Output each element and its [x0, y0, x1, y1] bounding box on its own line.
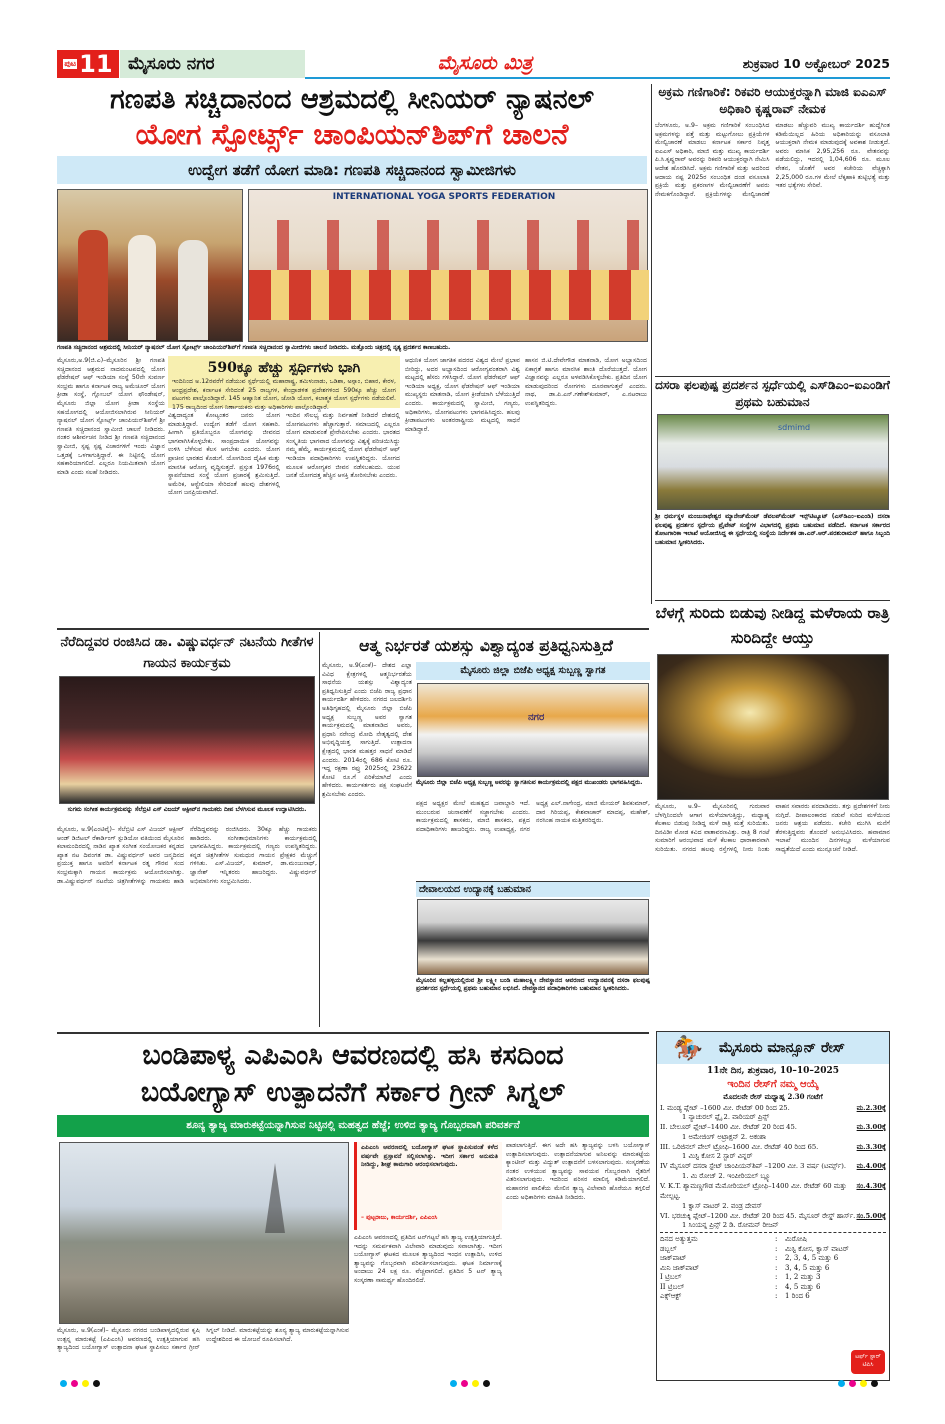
race-table-value: 1, 2 ಮತ್ತು 3	[785, 1273, 821, 1281]
race-name: IV ಮೈಸೂರ್ ದಸರಾ ಸ್ಟೇಟ್ ಚಾಂಪಿಯನ್‌ಶಿಪ್ –1200 ಮೀ. 3 ವರ್ಷ (ಟರ್ಮ್ಸ್).	[660, 1162, 847, 1170]
atmanirbhar-headline: ಆತ್ಮ ನಿರ್ಭರತೆ ಯಶಸ್ಸು ವಿಶ್ವಾದ್ಯಂತ ಪ್ರತಿಧ್ವನಿಸುತ್ತಿದೆ	[359, 637, 613, 655]
race-table-value: ಮಿರೋಷಿ	[785, 1235, 807, 1243]
rain-body: ಮೈಸೂರು, ಅ.9– ಮೈಸೂರಿನಲ್ಲಿ ಗುರುವಾರ ಬೆಳಗ್ಗಿನಿಂದಲೇ ಆಗಾಗ ಮಳೆಯಾಗುತ್ತಿದ್ದು, ಮಧ್ಯಾಹ್ನ ಕೆಲಕಾಲ ಬಿಡುವು ನೀಡಿದ್ದ ಮಳೆ ರಾತ್ರಿ ಮತ್ತೆ ಸುರಿಯಿತು. ದಿನವಿಡೀ ಮೋಡ ಕವಿದ ವಾತಾವರಣವಿತ್ತು. ರಾತ್ರಿ 8 ಗಂಟೆ ಸುಮಾರಿಗೆ ಆರಂಭವಾದ ಮಳೆ ಕೆಲಕಾಲ ಧಾರಾಕಾರವಾಗಿ ಸುರಿಯಿತು. ನಗರದ ಹಲವು ರಸ್ತೆಗಳಲ್ಲಿ ನೀರು ನಿಂತು ವಾಹನ ಸವಾರರು ಪರದಾಡಿದರು. ತಗ್ಗು ಪ್ರದೇಶಗಳಿಗೆ ನೀರು ನುಗ್ಗಿದೆ. ದೀಪಾಲಂಕಾರದ ನಡುವೆ ಸುರಿದ ಮಳೆಯಿಂದ ಜನರು ಆಶ್ರಯ ಪಡೆದರು. ಕಚೇರಿ ಮುಗಿಸಿ ಮನೆಗೆ ತೆರಳುತ್ತಿದ್ದವರು ತೊಂದರೆ ಅನುಭವಿಸಿದರು. ಹವಾಮಾನ ಇಲಾಖೆ ಮುಂದಿನ ದಿನಗಳಲ್ಲೂ ಮಳೆಯಾಗುವ ಸಾಧ್ಯತೆಯಿದೆ ಎಂದು ಮುನ್ಸೂಚನೆ ನೀಡಿದೆ.	[655, 803, 890, 853]
race-table-label: I ಟ್ರಿಬಲ್	[660, 1273, 682, 1281]
federation-banner: INTERNATIONAL YOGA SPORTS FEDERATION	[332, 192, 556, 202]
bjp-box-title: ಮೈಸೂರು ಜಿಲ್ಲಾ ಬಿಜೆಪಿ ಅಧ್ಯಕ್ಷ ಸುಬ್ಬಣ್ಣ ಸ್ವಾಗತ	[416, 662, 650, 680]
biogas-headline-2: ಬಯೋಗ್ಯಾಸ್ ಉತ್ಪಾದನೆಗೆ ಸರ್ಕಾರ ಗ್ರೀನ್ ಸಿಗ್ನಲ್	[140, 1077, 566, 1108]
race-table-label: ದಿನದ ಅತ್ಯುತ್ತಮ	[660, 1235, 698, 1243]
quote-text: ಎಪಿಎಂಸಿ ಆವರಣದಲ್ಲಿ ಬಯೋಗ್ಯಾಸ್ ಘಟಕ ಸ್ಥಾಪಿಸುವಂತೆ ಕಳೆದ ವರ್ಷವೇ ಪ್ರಸ್ತಾವನೆ ಸಲ್ಲಿಸಲಾಗಿತ್ತು. ಇದೀಗ ಸರ್ಕಾರ ಅನುಮತಿ ನೀಡಿದ್ದು, ಶೀಘ್ರ ಕಾಮಗಾರಿ ಆರಂಭಿಸಲಾಗುವುದು.	[361, 1144, 498, 1169]
column-divider	[319, 632, 320, 1027]
temple-caption: ಮೈಸೂರಿನ ಕಲ್ಲಹಳ್ಳಿಯಲ್ಲಿರುವ ಶ್ರೀ ಲಕ್ಷ್ಮೀ ಬಂಡಿ ಮಹಾಲಕ್ಷ್ಮೀ ದೇವಸ್ಥಾನದ ಆವರಣದ ಉದ್ಯಾನವನಕ್ಕೆ ದಸರಾ ಫಲಪುಷ್ಪ ಪ್ರದರ್ಶನದ ಸ್ಪರ್ಧೆಯಲ್ಲಿ ಪ್ರಥಮ ಬಹುಮಾನ ಲಭಿಸಿದೆ. ದೇವಸ್ಥಾನದ ಪದಾಧಿಕಾರಿಗಳು ಬಹುಮಾನ ಸ್ವೀಕರಿಸಿದರು.	[416, 977, 650, 993]
bjp-caption: ಮೈಸೂರು ಜಿಲ್ಲಾ ಬಿಜೆಪಿ ಅಧ್ಯಕ್ಷ ಸುಬ್ಬಣ್ಣ ಅವರನ್ನು ಸ್ವಾಗತಿಸುವ ಕಾರ್ಯಕ್ರಮದಲ್ಲಿ ಪಕ್ಷದ ಮುಖಂಡರು ಭಾಗವಹಿಸಿದ್ದರು.	[416, 779, 643, 786]
photo-apmc-waste	[59, 1142, 349, 1324]
race-title: ಮೈಸೂರು ಮಾನ್ಸೂನ್ ರೇಸ್	[719, 1040, 845, 1056]
photo-rain-night	[657, 654, 889, 800]
atmanirbhar-body: ಮೈಸೂರು, ಅ.9(ಎಂಕೆ)– ದೇಶದ ಎಲ್ಲಾ ವಿವಿಧ ಕ್ಷೇತ್ರಗಳಲ್ಲಿ ಆತ್ಮನಿರ್ಭರತೆಯ ಸಾಧನೆಯ ಯಶಸ್ಸು ವಿಶ್ವಾದ್ಯಂತ ಪ್ರತಿಧ್ವನಿಸುತ್ತಿದೆ ಎಂದು ಬಿಜೆಪಿ ರಾಜ್ಯ ಪ್ರಧಾನ ಕಾರ್ಯದರ್ಶಿ ಹೇಳಿದರು. ನಗರದ ಜಲದರ್ಶಿನಿ ಅತಿಥಿಗೃಹದಲ್ಲಿ ಮೈಸೂರು ಜಿಲ್ಲಾ ಬಿಜೆಪಿ ಅಧ್ಯಕ್ಷ ಸುಬ್ಬಣ್ಣ ಅವರ ಸ್ವಾಗತ ಕಾರ್ಯಕ್ರಮದಲ್ಲಿ ಮಾತನಾಡಿದ ಅವರು, ಪ್ರಧಾನಿ ನರೇಂದ್ರ ಮೋದಿ ನೇತೃತ್ವದಲ್ಲಿ ದೇಶ ಅಭಿವೃದ್ಧಿಯತ್ತ ಸಾಗುತ್ತಿದೆ. ಉತ್ಪಾದನಾ ಕ್ಷೇತ್ರದಲ್ಲಿ ಭಾರತ ಮಹತ್ತರ ಸಾಧನೆ ಮಾಡಿದೆ ಎಂದರು. 2014ರಲ್ಲಿ 686 ಕೋಟಿ ರೂ. ಇದ್ದ ರಕ್ಷಣಾ ರಫ್ತು 2025ರಲ್ಲಿ 23622 ಕೋಟಿ ರೂ.ಗೆ ಏರಿಕೆಯಾಗಿದೆ ಎಂದು ಹೇಳಿದರು. ಕಾರ್ಯಕರ್ತರು ಪಕ್ಷ ಸಂಘಟನೆಗೆ ಶ್ರಮಿಸಬೇಕು ಎಂದರು.	[322, 662, 412, 798]
race-entry	[660, 1103, 886, 1123]
race-table-row: ಡಬ್ಬಲ್ : ಮಿಸ್ಟಿ ಕೋಸ, ಕ್ವಾಸ್ ವಾಟರ್	[660, 1244, 849, 1253]
race-entry	[660, 1161, 886, 1181]
lead-headline-2: ಯೋಗ ಸ್ಪೋರ್ಟ್ಸ್ ಚಾಂಪಿಯನ್‌ಶಿಪ್‌ಗೆ ಚಾಲನೆ	[135, 117, 569, 151]
race-table-row: II ಟ್ರಿಬಲ್ : 4, 5 ಮತ್ತು 6	[660, 1282, 821, 1291]
dasara-headline: ದಸರಾ ಫಲಪುಷ್ಪ ಪ್ರದರ್ಶನ ಸ್ಪರ್ಧೆಯಲ್ಲಿ ಎಸ್‌ಡಿಎಂ–ಐಎಂಡಿಗೆ ಪ್ರಥಮ ಬಹುಮಾನ	[655, 376, 890, 412]
race-picks-title: ಇಂದಿನ ರೇಸ್‌ಗೆ ನಮ್ಮ ಆಯ್ಕೆ	[727, 1079, 819, 1090]
column-divider	[651, 84, 652, 604]
temple-box-title: ದೇವಾಲಯದ ಉದ್ಯಾನಕ್ಕೆ ಬಹುಮಾನ	[416, 881, 650, 897]
sdmimd-sign: sdmimd	[778, 423, 811, 432]
header-rule	[305, 77, 890, 79]
participants-box	[168, 356, 400, 411]
race-table-value: 1 ರಿಂದ 6	[785, 1292, 810, 1300]
biogas-subhead: ಶೂನ್ಯ ತ್ಯಾಜ್ಯ ಮಾರುಕಟ್ಟೆಯನ್ನಾಗಿಸುವ ನಿಟ್ಟಿನಲ್ಲಿ ಮಹತ್ವದ ಹೆಜ್ಜೆ; ಉಳಿದ ತ್ಯಾಜ್ಯ ಗೊಬ್ಬರವಾಗಿ ಪರಿವರ್ತನೆ	[57, 1115, 649, 1137]
race-time: ಮ.2.30ಕ್ಕೆ	[856, 1103, 886, 1112]
power-tower	[265, 1163, 285, 1233]
photo-singing-event	[59, 676, 315, 804]
lead-photo-caption: ಗಣಪತಿ ಸಚ್ಚಿದಾನಂದ ಆಶ್ರಮದಲ್ಲಿ ಸೀನಿಯರ್ ನ್ಯಾಷನಲ್ ಯೋಗ ಸ್ಪೋರ್ಟ್ಸ್ ಚಾಂಪಿಯನ್‌ಶಿಪ್‌ಗೆ ಗಣಪತಿ ಸಚ್ಚಿದಾನಂದ ಸ್ವಾಮೀಜಿಗಳು ಚಾಲನೆ ನೀಡಿದರು. ಮತ್ತೊಂದು ಚಿತ್ರದಲ್ಲಿ ನೃತ್ಯ ಪ್ರದರ್ಶನ ಕಾಣಬಹುದು.	[57, 344, 451, 351]
race-time: ಸಂ.5.00ಕ್ಕೆ	[856, 1211, 886, 1220]
lead-col-5: ಹಾಸನ ಜಿ.ಟಿ.ದೇವೇಗೌಡ ಮಾತನಾಡಿ, ಯೋಗ ಅಭ್ಯಾಸದಿಂದ ಏಕಾಗ್ರತೆ ಹಾಗೂ ಮಾನಸಿಕ ಶಾಂತಿ ದೊರೆಯುತ್ತದೆ. ಯೋಗ ವಿಜ್ಞಾನವನ್ನು ಎಲ್ಲರೂ ಅಳವಡಿಸಿಕೊಳ್ಳಬೇಕು. ಪ್ರತಿದಿನ ಯೋಗ ಮಾಡುವುದರಿಂದ ರೋಗಗಳು ದೂರವಾಗುತ್ತವೆ ಎಂದರು. ನಾಥ, ಡಾ.ಪಿ.ಎನ್.ಗಣೇಶ್‌ಕುಮಾರ್, ಎ.ನಟರಾಜು ಉಪಸ್ಥಿತರಿದ್ದರು.	[525, 357, 647, 407]
quote-box	[354, 1142, 502, 1230]
race-table-value: ಮಿಸ್ಟಿ ಕೋಸ, ಕ್ವಾಸ್ ವಾಟರ್	[785, 1244, 849, 1253]
page-label: ಪುಟ	[64, 59, 77, 68]
masthead: ಮೈಸೂರು ಮಿತ್ರ	[437, 52, 533, 74]
bjp-body-2: ಪಕ್ಷದ ಅಧ್ಯಕ್ಷರ ಮೇಲೆ ಮಹತ್ವದ ಜವಾಬ್ದಾರಿ ಇದೆ. ಮುಂಬರುವ ಚುನಾವಣೆಗೆ ಸಜ್ಜಾಗಬೇಕು ಎಂದರು. ಕಾರ್ಯಕ್ರಮದಲ್ಲಿ ಶಾಸಕರು, ಮಾಜಿ ಶಾಸಕರು, ಪಕ್ಷದ ಪದಾಧಿಕಾರಿಗಳು ಹಾಜರಿದ್ದರು. ರಾಜ್ಯ ಉಪಾಧ್ಯಕ್ಷ, ನಗರ ಅಧ್ಯಕ್ಷ ಎಲ್.ನಾಗೇಂದ್ರ, ಮಾಜಿ ಮೇಯರ್ ಶಿವಕುಮಾರ್, ದಾರ ಗಿರಿಯಪ್ಪ, ಕೇಶವಾಚಾರ್ ಮಾದಪ್ಪ, ಮಹೇಶ್, ನರಸಿಂಹ ನಾಯಕ ಮತ್ತಿತರರಿದ್ದರು.	[416, 800, 650, 833]
photo-temple-award	[417, 899, 649, 975]
race-picks: 1 ಕ್ವಾಸ್ ವಾಟರ್ 2. ವಂಡ್ರ ದೇವಸ್	[682, 1201, 762, 1210]
race-name: I. ಮಂಡ್ಯ ಪ್ಲೇಟ್ –1600 ಮೀ. ರೇಟೆಡ್ 00 ರಿಂದ 25.	[660, 1103, 790, 1112]
biogas-body-2: ಎಪಿಎಂಸಿ ಆವರಣದಲ್ಲಿ ಪ್ರತಿದಿನ ಟನ್‌ಗಟ್ಟಲೆ ಹಸಿ ತ್ಯಾಜ್ಯ ಉತ್ಪತ್ತಿಯಾಗುತ್ತಿದೆ. ಇದನ್ನು ಸಮರ್ಪಕವಾಗಿ ವಿಲೇವಾರಿ ಮಾಡುವುದು ಸವಾಲಾಗಿತ್ತು. ಇದೀಗ ಬಯೋಗ್ಯಾಸ್ ಘಟಕದ ಮೂಲಕ ತ್ಯಾಜ್ಯದಿಂದ ಇಂಧನ ಉತ್ಪಾದಿಸಿ, ಉಳಿದ ತ್ಯಾಜ್ಯವನ್ನು ಗೊಬ್ಬರವಾಗಿ ಪರಿವರ್ತಿಸಲಾಗುವುದು. ಘಟಕ ನಿರ್ಮಾಣಕ್ಕೆ ಅಂದಾಜು 24 ಲಕ್ಷ ರೂ. ವೆಚ್ಚವಾಗಲಿದೆ. ಪ್ರತಿದಿನ 5 ಟನ್ ತ್ಯಾಜ್ಯ ಸಂಸ್ಕರಣಾ ಸಾಮರ್ಥ್ಯ ಹೊಂದಿರಲಿದೆ.	[354, 1234, 502, 1284]
race-name: II. ಬೇಲೂರ್ ಪ್ಲೇಟ್–1400 ಮೀ. ರೇಟೆಡ್ 20 ರಿಂದ 45.	[660, 1123, 797, 1131]
race-picks: 1 ನ್ಯಾಚುರಲ್ ಫ್ಲೈ 2. ವಾರಿಯರ್ ಪ್ರಿನ್ಸ್	[682, 1113, 770, 1121]
race-table-label: ಮಿನಿ ಜಾಕ್‌ಪಾಟ್	[660, 1263, 700, 1272]
race-table-value: 4, 5 ಮತ್ತು 6	[785, 1282, 821, 1291]
lead-col-3: ಇಂದಿನ ಸೌಲಭ್ಯ ಮತ್ತು ನಿರ್ವಹಣೆ ನೀಡಿದರೆ ದೇಶದಲ್ಲಿ ಯೋಗಪಟುಗಳು ಹೆಚ್ಚಾಗುತ್ತಾರೆ. ಸಮಾಜದಲ್ಲಿ ಎಲ್ಲರೂ ಯೋಗ ಮಾಡುವಂತೆ ಪ್ರೇರೇಪಿಸಬೇಕು ಎಂದರು. ಭಾರತದ ಸಂಸ್ಕೃತಿಯ ಭಾಗವಾದ ಯೋಗವನ್ನು ವಿಶ್ವಕ್ಕೆ ಪರಿಚಯಿಸಿದ್ದು ನಮ್ಮ ಹೆಮ್ಮೆ. ಕಾರ್ಯಕ್ರಮದಲ್ಲಿ ಯೋಗ ಫೆಡರೇಷನ್ ಆಫ್ ಇಂಡಿಯಾ ಪದಾಧಿಕಾರಿಗಳು ಉಪಸ್ಥಿತರಿದ್ದರು. ಯೋಗದ ಮೂಲಕ ಆರೋಗ್ಯಕರ ಜೀವನ ನಡೆಸಬಹುದು. ಯುವ ಜನತೆ ಯೋಗದತ್ತ ಹೆಚ್ಚಿನ ಆಸಕ್ತಿ ತೋರಿಸಬೇಕು ಎಂದರು.	[286, 412, 400, 480]
race-table-row: ಮಿನಿ ಜಾಕ್‌ಪಾಟ್ : 3, 4, 5 ಮತ್ತು 6	[660, 1263, 830, 1272]
registration-marks	[450, 1380, 490, 1387]
race-name: III. ಒರಿಜಿನಲ್ ಪೇಲ್ ಟ್ರೋಫಿ–1600 ಮೀ. ರೇಟೆಡ್ 40 ರಿಂದ 65.	[660, 1142, 819, 1151]
lead-subhead: ಉದ್ವೇಗ ತಡೆಗೆ ಯೋಗ ಮಾಡಿ: ಗಣಪತಿ ಸಚ್ಚಿದಾನಂದ ಸ್ವಾಮೀಜಿಗಳು	[57, 156, 647, 184]
race-entry	[660, 1142, 886, 1162]
horse-icon: 🏇	[673, 1034, 703, 1062]
vishnuvardhan-caption: ಸುಗಮ ಸಂಗೀತ ಕಾರ್ಯಕ್ರಮವನ್ನು ಸೆಲೆಬ್ರಿಟಿ ಎಸ್ ವಿಜಯ್ ಆಕ್ಟೀವ್‌ನ ಗಾಯಕರು ದೀಪ ಬೆಳಗಿಸುವ ಮೂಲಕ ಉದ್ಘಾಟಿಸಿದರು.	[67, 806, 307, 813]
lead-col-2: ವಿಶ್ವದಾದ್ಯಂತ ಕೋಟ್ಯಂತರ ಜನರು ಯೋಗ ಮಾಡುತ್ತಿದ್ದಾರೆ. ಉದ್ವೇಗ ತಡೆಗೆ ಯೋಗ ಸಹಕಾರಿ. ಹೀಗಾಗಿ ಪ್ರತಿಯೊಬ್ಬರೂ ಯೋಗವನ್ನು ಜೀವನದ ಭಾಗವಾಗಿಸಿಕೊಳ್ಳಬೇಕು. ಸಾಂಪ್ರದಾಯಿಕ ಯೋಗವನ್ನು ಉಳಿಸಿ ಬೆಳೆಸುವ ಕೆಲಸ ಆಗಬೇಕು ಎಂದರು. ಯೋಗ ಪ್ರಾಚೀನ ಭಾರತದ ಕೊಡುಗೆ. ಯೋಗದಿಂದ ದೈಹಿಕ ಮತ್ತು ಮಾನಸಿಕ ಆರೋಗ್ಯ ವೃದ್ಧಿಸುತ್ತದೆ. ಪ್ರಸ್ತುತ 1976ರಲ್ಲಿ ಸ್ಥಾಪನೆಯಾದ ಸಂಸ್ಥೆ ಯೋಗ ಪ್ರಚಾರಕ್ಕೆ ಶ್ರಮಿಸುತ್ತಿದೆ. ಅಮೆರಿಕ, ಆಸ್ಟ್ರೇಲಿಯಾ ಸೇರಿದಂತೆ ಹಲವು ದೇಶಗಳಲ್ಲಿ ಯೋಗ ಜನಪ್ರಿಯವಾಗಿದೆ.	[168, 412, 280, 497]
photo-yoga-dance	[248, 189, 648, 342]
race-table-row: I ಟ್ರಿಬಲ್ : 1, 2 ಮತ್ತು 3	[660, 1273, 821, 1281]
rain-headline: ಬೆಳಗ್ಗೆ ಸುರಿದು ಬಿಡುವು ನೀಡಿದ್ದ ಮಳೆರಾಯ ರಾತ್ರಿ ಸುರಿದಿದ್ದೇ ಆಯ್ತು	[655, 600, 890, 652]
race-time: ಸಂ.4.30ಕ್ಕೆ	[856, 1181, 886, 1190]
dasara-caption: ಶ್ರೀ ಧರ್ಮಸ್ಥಳ ಮಂಜುನಾಥೇಶ್ವರ ಮ್ಯಾನೇಜ್‌ಮೆಂಟ್ ಡೆವಲಪ್‌ಮೆಂಟ್ ಇನ್ಸ್‌ಟಿಟ್ಯೂಟ್ (ಎಸ್‌ಡಿಎಂ–ಐಎಂಡಿ) ದಸರಾ ಫಲಪುಷ್ಪ ಪ್ರದರ್ಶನ ಸ್ಪರ್ಧೆಯ ಪ್ರೈವೇಟ್ ಸಂಸ್ಥೆಗಳ ವಿಭಾಗದಲ್ಲಿ ಪ್ರಥಮ ಬಹುಮಾನ ಪಡೆದಿದೆ. ಕರ್ನಾಟಕ ಸರ್ಕಾರದ ತೋಟಗಾರಿಕಾ ಇಲಾಖೆ ಆಯೋಜಿಸಿದ್ದ ಈ ಸ್ಪರ್ಧೆಯಲ್ಲಿ ಸಂಸ್ಥೆಯ ನಿರ್ದೇಶಕ ಡಾ.ಎನ್.ಆರ್.ಪರಶುರಾಮನ್ ಹಾಗೂ ಸಿಬ್ಬಂದಿ ಬಹುಮಾನ ಸ್ವೀಕರಿಸಿದರು.	[655, 513, 890, 546]
mining-headline: ಅಕ್ರಮ ಗಣಿಗಾರಿಕೆ: ರಿಕವರಿ ಆಯುಕ್ತರನ್ನಾಗಿ ಮಾಜಿ ಐಎಎಸ್ ಅಧಿಕಾರಿ ಕೃಷ್ಣರಾವ್ ನೇಮಕ	[658, 85, 887, 116]
race-table-row: ಜಾಕ್‌ಪಾಟ್ : 2, 3, 4, 5 ಮತ್ತು 6	[660, 1254, 839, 1262]
participants-box-body: ಇಂದಿನಿಂದ ಅ.12ರವರೆಗೆ ನಡೆಯುವ ಸ್ಪರ್ಧೆಯಲ್ಲಿ ಮಹಾರಾಷ್ಟ್ರ, ತಮಿಳುನಾಡು, ಒಡಿಶಾ, ಅಸ್ಸಾಂ, ಬಿಹಾರ, ಕೇರಳ, ಆಂಧ್ರಪ್ರದೇಶ, ಕರ್ನಾಟಕ ಸೇರಿದಂತೆ 25 ರಾಜ್ಯಗಳ, ಕೇಂದ್ರಾಡಳಿತ ಪ್ರದೇಶಗಳಿಂದ 590ಕ್ಕೂ ಹೆಚ್ಚು ಯೋಗ ಪಟುಗಳು ಪಾಲ್ಗೊಂಡಿದ್ದಾರೆ. 145 ಆಹ್ವಾನಿತ ಯೋಗ, ಜೋಡಿ ಯೋಗ, ಕಲಾತ್ಮಕ ಯೋಗ ಸ್ಪರ್ಧೆಗಳು ನಡೆಯಲಿವೆ. 175 ರಾಜ್ಯದಿಂದ ಯೋಗ ನಿರ್ಣಾಯಕರು ಮತ್ತು ಅಧಿಕಾರಿಗಳು ಪಾಲ್ಗೊಂಡಿದ್ದಾರೆ.	[172, 378, 396, 411]
race-table-value: 2, 3, 4, 5 ಮತ್ತು 6	[785, 1254, 839, 1262]
biogas-body-3: ಪಾಡಲಾಗುತ್ತಿದೆ. ಈಗ ಅದೇ ಹಸಿ ತ್ಯಾಜ್ಯವನ್ನು ಬಳಸಿ ಬಯೋಗ್ಯಾಸ್ ಉತ್ಪಾದಿಸಲಾಗುವುದು. ಉತ್ಪಾದನೆಯಾಗುವ ಅನಿಲವನ್ನು ಮಾರುಕಟ್ಟೆಯ ಕ್ಯಾಂಟೀನ್ ಮತ್ತು ವಿದ್ಯುತ್ ಉತ್ಪಾದನೆಗೆ ಬಳಸಲಾಗುವುದು. ಸಂಸ್ಕರಣೆಯ ನಂತರ ಉಳಿಯುವ ತ್ಯಾಜ್ಯವನ್ನು ಸಾವಯವ ಗೊಬ್ಬರವಾಗಿ ರೈತರಿಗೆ ವಿತರಿಸಲಾಗುವುದು. ಇದರಿಂದ ಪರಿಸರ ಮಾಲಿನ್ಯ ಕಡಿಮೆಯಾಗಲಿದೆ. ಮಹಾನಗರ ಪಾಲಿಕೆಯ ಮೇಲಿನ ತ್ಯಾಜ್ಯ ವಿಲೇವಾರಿ ಹೊರೆಯೂ ತಗ್ಗಲಿದೆ ಎಂದು ಅಧಿಕಾರಿಗಳು ಮಾಹಿತಿ ನೀಡಿದರು.	[506, 1142, 650, 1201]
section-rule	[57, 628, 649, 630]
biogas-body-1: ಮೈಸೂರು, ಅ.9(ಎಂಕೆ)– ಮೈಸೂರು ನಗರದ ಬಂಡಿಪಾಳ್ಯದಲ್ಲಿರುವ ಕೃಷಿ ಉತ್ಪನ್ನ ಮಾರುಕಟ್ಟೆ (ಎಪಿಎಂಸಿ) ಆವರಣದಲ್ಲಿ ಉತ್ಪತ್ತಿಯಾಗುವ ಹಸಿ ತ್ಯಾಜ್ಯದಿಂದ ಬಯೋಗ್ಯಾಸ್ ಉತ್ಪಾದನಾ ಘಟಕ ಸ್ಥಾಪಿಸಲು ಸರ್ಕಾರ ಗ್ರೀನ್ ಸಿಗ್ನಲ್ ನೀಡಿದೆ. ಮಾರುಕಟ್ಟೆಯನ್ನು ಶೂನ್ಯ ತ್ಯಾಜ್ಯ ಮಾರುಕಟ್ಟೆಯನ್ನಾಗಿಸುವ ಉದ್ದೇಶದಿಂದ ಈ ಯೋಜನೆ ರೂಪಿಸಲಾಗಿದೆ.	[57, 1327, 349, 1352]
race-table-value: 3, 4, 5 ಮತ್ತು 6	[785, 1263, 830, 1272]
race-table-row: ಎಕ್ಸ್‌ಆಕ್ಟ್ : 1 ರಿಂದ 6	[660, 1292, 810, 1300]
race-entry	[660, 1211, 886, 1231]
quote-author: – ಪುಟ್ಟರಾಜು, ಕಾರ್ಯದರ್ಶಿ, ಎಪಿಎಂಸಿ	[361, 1214, 438, 1221]
vishnuvardhan-headline: ನೆರೆದಿದ್ದವರ ರಂಜಿಸಿದ ಡಾ. ವಿಷ್ಣುವರ್ಧನ್ ನಟನೆಯ ಗೀತೆಗಳ ಗಾಯನ ಕಾರ್ಯಕ್ರಮ	[60, 635, 314, 671]
lead-col-1: ಮೈಸೂರು,ಅ.9(ಜಿ.ಎ)–ಮೈಸೂರಿನ ಶ್ರೀ ಗಣಪತಿ ಸಚ್ಚಿದಾನಂದ ಆಶ್ರಮದ ನಾದಮಂಟಪದಲ್ಲಿ ಯೋಗ ಫೆಡರೇಷನ್ ಆಫ್ ಇಂಡಿಯಾ ಸಂಸ್ಥೆ 50ನೇ ಸುವರ್ಣ ಸಂಭ್ರಮ ಹಾಗೂ ಕರ್ನಾಟಕ ರಾಜ್ಯ ಅಮೆಚೂರ್ ಯೋಗ ಕ್ರೀಡಾ ಸಂಸ್ಥೆ, ಗ್ಲೋಬಲ್ ಯೋಗ ಫೌಂಡೇಷನ್, ಮೈಸೂರು ಜಿಲ್ಲಾ ಯೋಗ ಕ್ರೀಡಾ ಸಂಸ್ಥೆಯ ಸಹಯೋಗದಲ್ಲಿ ಆಯೋಜಿಸಲಾಗಿರುವ ಸೀನಿಯರ್ ನ್ಯಾಷನಲ್ ಯೋಗ ಸ್ಪೋರ್ಟ್ಸ್ ಚಾಂಪಿಯನ್‌ಶಿಪ್‌ಗೆ ಶ್ರೀ ಗಣಪತಿ ಸಚ್ಚಿದಾನಂದ ಸ್ವಾಮೀಜಿ ಚಾಲನೆ ನೀಡಿದರು. ನಂತರ ಆಶೀರ್ವಚನ ನೀಡಿದ ಶ್ರೀ ಗಣಪತಿ ಸಚ್ಚಿದಾನಂದ ಸ್ವಾಮೀಜಿ, ಸ್ಪಷ್ಟ ಸ್ಪಷ್ಟ ವಿಚಾರಗಳಿಗೆ ಇಂದು ವಿಜ್ಞಾನ ಒತ್ತಡಕ್ಕೆ ಒಳಗಾಗುತ್ತಿದ್ದಾರೆ. ಈ ನಿಟ್ಟಿನಲ್ಲಿ ಯೋಗ ಸಹಕಾರಿಯಾಗಲಿದೆ. ಎಲ್ಲರೂ ನಿಯಮಿತವಾಗಿ ಯೋಗ ಮಾಡಿ ಎಂದು ಸಲಹೆ ನೀಡಿದರು.	[57, 357, 165, 476]
turf-star-badge: ಟರ್ಫ್ ಸ್ಟಾರ್ ಟಿಪಿಸಿ	[851, 1350, 885, 1374]
photo-sdmimd-award	[657, 414, 889, 510]
race-table-label: ಡಬ್ಬಲ್	[660, 1244, 677, 1253]
race-entry	[660, 1181, 886, 1211]
race-name: VI. ಭರಚುಕ್ಕಿ ಪ್ಲೇಟ್–1200 ಮೀ. ರೇಟೆಡ್ 20 ರಿಂದ 45. ಮೈಸೂರ್ ರೇಸ್ಡ್ ಹಾರ್ಸ್.	[660, 1211, 856, 1220]
participants-box-title: 590ಕ್ಕೂ ಹೆಚ್ಚು ಸ್ಪರ್ಧಿಗಳು ಭಾಗಿ	[207, 360, 361, 376]
race-picks: 1 ಸಿಂಯನ್ನ ಪ್ರಿನ್ಸ್ 2 ಡಿ. ರೋಮನ್ ರೀಜನ್	[682, 1221, 779, 1229]
race-picks: 1 ಅಮೇಜಿಂಗ್ ಅಟ್ರಾಕ್ಷನ್ 2. ಅಕಂಶಾ	[682, 1132, 767, 1141]
photo-lamp-lighting	[57, 189, 243, 342]
first-race-time: ಮೊದಲನೇ ರೇಸ್ ಮಧ್ಯಾಹ್ನ 2.30 ಗಂಟೆಗೆ	[723, 1092, 823, 1101]
race-table-label: ಜಾಕ್‌ಪಾಟ್	[660, 1254, 687, 1262]
race-entry	[660, 1122, 886, 1142]
race-picks: 1 ಮಿಸ್ಟಿ ಕೋಸ 2 ಸ್ಟಾರ್ ವಿನ್ನರ್	[682, 1152, 753, 1160]
lead-col-4: ಆಧುನಿಕ ಯೋಗ ಜಾಗತಿಕ ಪದರದ ವಿಶ್ವದ ಮೇಲೆ ಪ್ರಭಾವ ಬೀರಿದ್ದು, ಅದರ ಅಭ್ಯಾಸದಿಂದ ಆರೋಗ್ಯವಂತರಾಗಿ ವಿಶ್ವ ಮಟ್ಟದಲ್ಲಿ ಹೆಸರು ಗಳಿಸಿದ್ದಾರೆ. ಯೋಗ ಫೆಡರೇಷನ್ ಆಫ್ ಇಂಡಿಯಾ ಅಧ್ಯಕ್ಷ, ಯೋಗ ಫೆಡರೇಷನ್ ಆಫ್ ಇಂಡಿಯಾ ಮುಖ್ಯಸ್ಥರು ಮಾತನಾಡಿ, ಯೋಗ ಕ್ರೀಡೆಯಾಗಿ ಬೆಳೆಯುತ್ತಿದೆ ಎಂದರು. ಕಾರ್ಯಕ್ರಮದಲ್ಲಿ ಸ್ವಾಮೀಜಿ, ಗಣ್ಯರು, ಅಧಿಕಾರಿಗಳು, ಯೋಗಪಟುಗಳು ಭಾಗವಹಿಸಿದ್ದರು. ಹಲವು ಕ್ರೀಡಾಪಟುಗಳು ಅಂತರರಾಷ್ಟ್ರೀಯ ಮಟ್ಟದಲ್ಲಿ ಸಾಧನೆ ಮಾಡಿದ್ದಾರೆ.	[405, 357, 520, 433]
race-table-label: II ಟ್ರಿಬಲ್	[660, 1282, 685, 1291]
race-day: 11ನೇ ದಿನ, ಶುಕ್ರವಾರ, 10–10–2025	[706, 1066, 839, 1076]
issue-date: ಶುಕ್ರವಾರ 10 ಅಕ್ಟೋಬರ್ 2025	[742, 56, 890, 71]
race-table-row: ದಿನದ ಅತ್ಯುತ್ತಮ : ಮಿರೋಷಿ	[660, 1235, 807, 1243]
race-time: ಮ.3.30ಕ್ಕೆ	[856, 1142, 886, 1151]
race-table-label: ಎಕ್ಸ್‌ಆಕ್ಟ್	[660, 1292, 682, 1300]
registration-marks	[60, 1380, 100, 1387]
race-box	[656, 1031, 890, 1381]
registration-marks	[838, 1380, 878, 1387]
race-time: ಮ.4.00ಕ್ಕೆ	[856, 1162, 886, 1170]
mining-body: ಬೆಂಗಳೂರು, ಅ.9– ಅಕ್ರಮ ಗಣಿಗಾರಿಕೆ ಸಂಬಂಧಿಸಿದ ಅಕ್ರಮಗಳನ್ನು ಪತ್ತೆ ಮತ್ತು ಮಟ್ಟುಗೋಲು ಪ್ರಕ್ರಿಯೆಗಳ ಮೇಲ್ವಿಚಾರಣೆ ಮಾಡಲು ಕರ್ನಾಟಕ ಸರ್ಕಾರ ನಿವೃತ್ತ ಐಎಎಸ್ ಅಧಿಕಾರಿ, ಮಾಜಿ ಮತ್ತು ಮುಖ್ಯ ಕಾರ್ಯದರ್ಶಿ ಪಿ.ಸಿ.ಕೃಷ್ಣರಾವ್ ಅವರನ್ನು ರಿಕವರಿ ಆಯುಕ್ತರನ್ನಾಗಿ ನೇಮಿಸಿ ಆದೇಶ ಹೊರಡಿಸಿದೆ. ಅಕ್ರಮ ಗಣಿಗಾರಿಕೆ ಮತ್ತು ಅದರಿಂದ ಆದಾಯ ನಷ್ಟ 2025ರ ಸಂಬಂಧಿತ ದಂಡ ವಸೂಲಾತಿ ಪ್ರಕ್ರಿಯೆ ಮತ್ತು ಪ್ರಕರಣಗಳ ಮೇಲ್ವಿಚಾರಣೆಗೆ ಅವರು ನೇಮಕಗೊಂಡಿದ್ದಾರೆ. ಪ್ರಕ್ರಿಯೆಗಳನ್ನು ಮೇಲ್ವಿಚಾರಣೆ ಮಾಡಲು ಹೆಚ್ಚುವರಿ ಮುಖ್ಯ ಕಾರ್ಯದರ್ಶಿ ಹುದ್ದೆಗಿಂತ ಕಡಿಮೆಯಿಲ್ಲದ ಹಿರಿಯ ಅಧಿಕಾರಿಯನ್ನು ವಸೂಲಾತಿ ಆಯುಕ್ತರಾಗಿ ನೇಮಕ ಮಾಡುವುದಕ್ಕೆ ಅವಕಾಶ ನೀಡುತ್ತದೆ. ಅವರು ಮಾಸಿಕ 2,95,256 ರೂ. ವೇತನವನ್ನು ಪಡೆಯಲಿದ್ದು, ಇದರಲ್ಲಿ 1,04,606 ರೂ. ಮೂಲ ವೇತನ, ಜೊತೆಗೆ ಅವರ ಕಚೇರಿಯ ವೆಚ್ಚಕ್ಕಾಗಿ 2,25,000 ರೂ.ಗಳ ಮೇಲೆ ಲೆಕ್ಕಹಾಕಿ ತುಟ್ಟಿಭತ್ಯೆ ಮತ್ತು ಇತರ ಭತ್ಯೆಗಳು ಸೇರಿವೆ.	[655, 122, 890, 198]
biogas-headline-1: ಬಂಡಿಪಾಳ್ಯ ಎಪಿಎಂಸಿ ಆವರಣದಲ್ಲಿ ಹಸಿ ಕಸದಿಂದ	[142, 1040, 564, 1071]
photo-bjp-meeting	[417, 683, 649, 777]
vishnuvardhan-body: ಮೈಸೂರು, ಅ.9(ಎಂಟಿವೈ)– ಸೆಲೆಬ್ರಿಟಿ ಎಸ್ ವಿಜಯ್ ಆಕ್ಟೀವ್ ಆಂಡ್ ಡಿಜಿಟಲ್ ರೆಕಾರ್ಡಿಂಗ್ ಸ್ಟುಡಿಯೋ ವತಿಯಿಂದ ಮೈಸೂರಿನ ಕಲಾಮಂದಿರದಲ್ಲಿ ನಾಡಿನ ಖ್ಯಾತ ಸಂಗೀತ ಸಂಯೋಜಕರ ಕನ್ನಡದ ಖ್ಯಾತ ನಟ ದಿವಂಗತ ಡಾ. ವಿಷ್ಣುವರ್ಧನ್ ಅವರ ಜನ್ಮದಿನದ ಪ್ರಯುಕ್ತ ಹಾಗೂ ಅವರಿಗೆ ಕರ್ನಾಟಕ ರತ್ನ ಗೌರವ ಸಂದ ಸಂಭ್ರಮಕ್ಕಾಗಿ ಗಾಯನ ಕಾರ್ಯಕ್ರಮ ಆಯೋಜಿಸಲಾಗಿತ್ತು. ಡಾ.ವಿಷ್ಣುವರ್ಧನ್ ನಟನೆಯ ಚಿತ್ರಗೀತೆಗಳನ್ನು ಗಾಯಕರು ಹಾಡಿ ನೆರೆದಿದ್ದವರನ್ನು ರಂಜಿಸಿದರು. 30ಕ್ಕೂ ಹೆಚ್ಚು ಗಾಯಕರು ಹಾಡಿದರು. ಸಂಗೀತಾಭಿಮಾನಿಗಳು ಕಾರ್ಯಕ್ರಮದಲ್ಲಿ ಭಾಗವಹಿಸಿದ್ದರು. ಕಾರ್ಯಕ್ರಮದಲ್ಲಿ ಗಣ್ಯರು ಉಪಸ್ಥಿತರಿದ್ದರು. ಕನ್ನಡ ಚಿತ್ರಗೀತೆಗಳ ಸುಮಧುರ ಗಾಯನ ಪ್ರೇಕ್ಷಕರ ಮೆಚ್ಚುಗೆ ಗಳಿಸಿತು. ಎಸ್.ವಿಜಯ್, ಕುಮಾರ್, ಡಾ.ಮಂಜುನಾಥ್, ಜ್ಞಾನೇಶ್ ಇನ್ನಿತರರು ಹಾಜರಿದ್ದರು. ವಿಷ್ಣುವರ್ಧನ್ ಅಭಿಮಾನಿಗಳು ಸಂಭ್ರಮಿಸಿದರು.	[57, 826, 317, 885]
race-time: ಮ.3.00ಕ್ಕೆ	[856, 1123, 886, 1131]
race-picks: 1. ಮಿ ರೋಜ್ 2. ಇಂಪೀರಿಯಲ್ ಬ್ಲ್ಯೂ	[682, 1171, 772, 1180]
bjp-banner-text: ನಗರ	[528, 712, 545, 723]
lead-headline-1: ಗಣಪತಿ ಸಚ್ಚಿದಾನಂದ ಆಶ್ರಮದಲ್ಲಿ ಸೀನಿಯರ್ ನ್ಯಾಷನಲ್	[110, 84, 594, 115]
page-number-badge	[57, 50, 119, 78]
page-number: 11	[79, 50, 113, 78]
section-title: ಮೈಸೂರು ನಗರ	[120, 50, 305, 78]
section-rule	[57, 1032, 649, 1034]
race-name: V. K.T. ಶ್ಯಾಮಣ್ಣಗೌಡ ಮೆಮೋರಿಯಲ್ ಟ್ರೋಫಿ–1400 ಮೀ. ರೇಟೆಡ್ 60 ಮತ್ತು ಮೇಲ್ಪಟ್ಟ.	[660, 1181, 847, 1200]
